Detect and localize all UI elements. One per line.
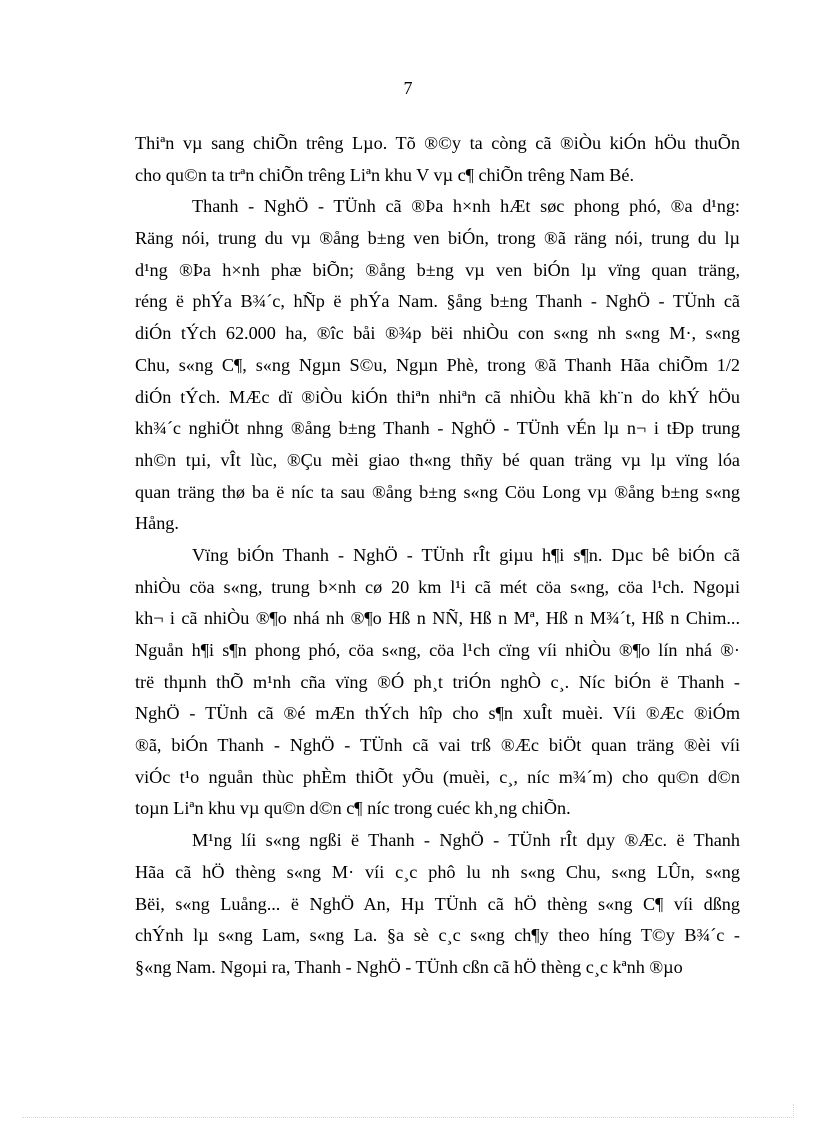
text-line: Hãa cã hÖ thèng s«ng M· víi c¸c phô lu nh s«ng Chu, s«ng LÛn, s«ng [135, 861, 740, 882]
text-line: NghÖ - TÜnh cã ®é mÆn thÝch hîp cho s¶n xuÎt muèi. Víi ®Æc ®iÓm [135, 703, 740, 724]
text-line: kh¾´c nghiÖt nhng ®ång b±ng Thanh - NghÖ - TÜnh vÉn lµ n¬ i tÐp trung [135, 418, 740, 439]
text-line: §«ng Nam. Ngoµi ra, Thanh - NghÖ - TÜnh cßn cã hÖ thèng c¸c kªnh ®µo [135, 956, 683, 977]
text-line: Vïng biÓn Thanh - NghÖ - TÜnh rÎt giµu h¶i s¶n. Dµc bê biÓn cã [192, 544, 740, 565]
page-number: 7 [403, 78, 413, 98]
body-text [135, 128, 740, 984]
paragraph [135, 540, 740, 825]
text-line: nh©n tµi, vÎt lùc, ®Çu mèi giao th«ng thñy bé quan träng vµ lµ vïng lóa [135, 449, 740, 470]
page-bottom-border [22, 1117, 794, 1118]
text-line: viÓc t¹o nguån thùc phÈm thiÕt yÕu (muèi, c¸, níc m¾´m) cho qu©n d©n [135, 766, 740, 787]
paragraph [135, 128, 740, 191]
text-line: Nguån h¶i s¶n phong phó, cöa s«ng, cöa l¹ch cïng víi nhiÒu ®¶o lín nhá ®· [135, 640, 740, 660]
page-corner-mark [793, 1104, 794, 1118]
text-line: d¹ng ®Þa h×nh phæ biÕn; ®ång b±ng vµ ven biÓn lµ vïng quan träng, [135, 259, 740, 280]
text-line: M¹ng líi s«ng ngßi ë Thanh - NghÖ - TÜnh rÎt dµy ®Æc. ë Thanh [192, 830, 740, 851]
text-line: Thanh - NghÖ - TÜnh cã ®Þа h×nh hÆt søc phong phó, ®a d¹ng: [192, 196, 740, 217]
text-line: kh¬ i cã nhiÒu ®¶o nhá nh ®¶o Hß n NÑ, Hß n Mª, Hß n M¾´t, Hß n Chim... [135, 608, 740, 629]
paragraph [135, 191, 740, 540]
text-line: cho qu©n ta trªn chiÕn trêng Liªn khu V vµ c¶ chiÕn trêng Nam Bé. [135, 164, 635, 185]
text-line: diÓn tÝch 62.000 ha, ®îc båi ®¾p bëi nhiÒu con s«ng nh s«ng M·, s«ng [135, 323, 740, 344]
text-line: trë thµnh thÕ m¹nh cña vïng ®Ó ph¸t triÓn nghÒ c¸. Níc biÓn ë Thanh - [135, 671, 740, 692]
text-line: diÓn tÝch. MÆc dï ®iÒu kiÓn thiªn nhiªn cã nhiÒu khã kh¨n do khÝ hÖu [135, 386, 740, 407]
text-line: nhiÒu cöa s«ng, trung b×nh cø 20 km l¹i cã mét cöa s«ng, cöa l¹ch. Ngoµi [135, 576, 740, 597]
paragraph [135, 825, 740, 983]
text-line: réng ë phÝa B¾´c, hÑp ë phÝa Nam. §ång b±ng Thanh - NghÖ - TÜnh cã [135, 291, 740, 312]
text-line: quan träng thø ba ë níc ta sau ®ång b±ng s«ng Cöu Long vµ ®ång b±ng s«ng [135, 481, 740, 502]
text-line: Räng nói, trung du vµ ®ång b±ng ven biÓn, trong ®ã räng nói, trung du lµ [135, 228, 740, 249]
text-line: chÝnh lµ s«ng Lam, s«ng La. §a sè c¸c s«ng ch¶y theo híng T©y B¾´c - [135, 925, 740, 946]
text-line: ®ã, biÓn Thanh - NghÖ - TÜnh cã vai trß ®Æc biÖt quan träng ®èi víi [135, 735, 740, 756]
text-line: Chu, s«ng C¶, s«ng Ngµn S©u, Ngµn Phè, trong ®ã Thanh Hãa chiÕm 1/2 [135, 354, 740, 375]
text-line: Thiªn vµ sang chiÕn trêng Lµo. Tõ ®©y ta còng cã ®iÒu kiÓn hÖu thuÕn [135, 133, 740, 153]
text-line: toµn Liªn khu vµ qu©n d©n c¶ níc trong cuéc kh¸ng chiÕn. [135, 798, 571, 819]
text-line: Bëi, s«ng Luång... ë NghÖ An, Hµ TÜnh cã hÖ thèng s«ng C¶ víi dßng [135, 893, 740, 914]
text-line: Hång. [135, 513, 179, 534]
